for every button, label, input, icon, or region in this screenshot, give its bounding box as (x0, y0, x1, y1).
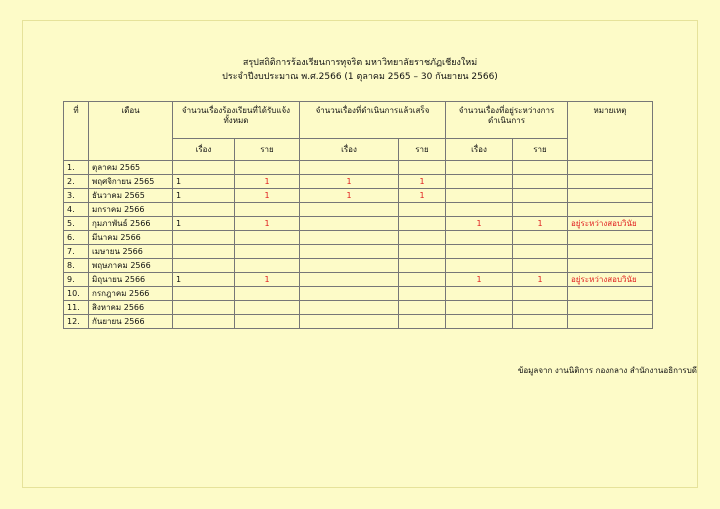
table-row (64, 301, 653, 315)
row-number-cell: 2. (64, 175, 89, 189)
in-progress-case-cell: 1 (446, 273, 513, 287)
in-progress-case-cell (446, 259, 513, 273)
in-progress-item-cell (513, 315, 568, 329)
received-item-cell: 1 (235, 273, 300, 287)
row-number-cell: 7. (64, 245, 89, 259)
in-progress-case-cell (446, 315, 513, 329)
completed-case-cell (300, 259, 399, 273)
in-progress-item-cell (513, 287, 568, 301)
table-body (64, 161, 653, 329)
completed-case-cell (300, 231, 399, 245)
completed-item-cell (399, 315, 446, 329)
subheader-case: เรื่อง (173, 139, 235, 161)
completed-item-cell (399, 287, 446, 301)
in-progress-item-cell (513, 203, 568, 217)
row-number-cell: 9. (64, 273, 89, 287)
received-item-cell (235, 231, 300, 245)
received-case-cell (173, 259, 235, 273)
completed-item-cell (399, 245, 446, 259)
header-remark: หมายเหตุ (568, 102, 653, 161)
in-progress-item-cell (513, 245, 568, 259)
completed-item-cell (399, 203, 446, 217)
row-number-cell: 3. (64, 189, 89, 203)
remark-cell (568, 161, 653, 175)
in-progress-case-cell (446, 287, 513, 301)
in-progress-case-cell (446, 203, 513, 217)
row-number-cell: 5. (64, 217, 89, 231)
row-number-cell: 10. (64, 287, 89, 301)
in-progress-case-cell (446, 161, 513, 175)
remark-cell (568, 231, 653, 245)
completed-case-cell: 1 (300, 189, 399, 203)
completed-item-cell: 1 (399, 175, 446, 189)
received-item-cell: 1 (235, 189, 300, 203)
row-number-cell: 8. (64, 259, 89, 273)
received-item-cell (235, 287, 300, 301)
subheader-item: ราย (399, 139, 446, 161)
document-title: สรุปสถิติการร้องเรียนการทุจริต มหาวิทยาลัยราชภัฏเชียงใหม่ (242, 58, 478, 68)
remark-cell (568, 189, 653, 203)
received-case-cell (173, 315, 235, 329)
received-case-cell: 1 (173, 217, 235, 231)
table-row (64, 231, 653, 245)
month-cell: พฤศจิกายน 2565 (89, 175, 173, 189)
header-received: จำนวนเรื่องร้องเรียนที่ได้รับแจ้งทั้งหมด (173, 102, 300, 139)
table-row (64, 287, 653, 301)
month-cell: มีนาคม 2566 (89, 231, 173, 245)
remark-cell (568, 315, 653, 329)
remark-cell (568, 245, 653, 259)
in-progress-item-cell (513, 259, 568, 273)
remark-cell (568, 259, 653, 273)
row-number-cell: 6. (64, 231, 89, 245)
completed-case-cell (300, 161, 399, 175)
month-cell: กุมภาพันธ์ 2566 (89, 217, 173, 231)
header-completed: จำนวนเรื่องที่ดำเนินการแล้วเสร็จ (300, 102, 446, 139)
month-cell: ธันวาคม 2565 (89, 189, 173, 203)
in-progress-item-cell (513, 301, 568, 315)
in-progress-item-cell: 1 (513, 217, 568, 231)
received-item-cell (235, 301, 300, 315)
completed-item-cell (399, 217, 446, 231)
table-row (64, 189, 653, 203)
row-number-cell: 4. (64, 203, 89, 217)
table-row (64, 217, 653, 231)
completed-item-cell (399, 231, 446, 245)
data-source-note: ข้อมูลจาก งานนิติการ กองกลาง สำนักงานอธิการบดี (517, 366, 697, 375)
in-progress-case-cell: 1 (446, 217, 513, 231)
remark-cell (568, 175, 653, 189)
row-number-cell: 11. (64, 301, 89, 315)
table-row (64, 245, 653, 259)
remark-cell: อยู่ระหว่างสอบวินัย (568, 217, 653, 231)
table-row (64, 315, 653, 329)
in-progress-item-cell (513, 175, 568, 189)
subheader-item: ราย (235, 139, 300, 161)
month-cell: มกราคม 2566 (89, 203, 173, 217)
completed-case-cell (300, 273, 399, 287)
in-progress-item-cell (513, 189, 568, 203)
complaint-statistics-table (63, 101, 653, 329)
document-subtitle: ประจำปีงบประมาณ พ.ศ.2566 (1 ตุลาคม 2565 – 30 กันยายน 2566) (222, 72, 498, 82)
completed-case-cell: 1 (300, 175, 399, 189)
in-progress-case-cell (446, 245, 513, 259)
subheader-item: ราย (513, 139, 568, 161)
received-case-cell (173, 287, 235, 301)
received-item-cell: 1 (235, 175, 300, 189)
in-progress-item-cell (513, 231, 568, 245)
month-cell: กันยายน 2566 (89, 315, 173, 329)
remark-cell: อยู่ระหว่างสอบวินัย (568, 273, 653, 287)
received-item-cell (235, 315, 300, 329)
completed-case-cell (300, 287, 399, 301)
received-case-cell (173, 161, 235, 175)
in-progress-case-cell (446, 231, 513, 245)
in-progress-case-cell (446, 301, 513, 315)
remark-cell (568, 287, 653, 301)
received-case-cell: 1 (173, 175, 235, 189)
completed-case-cell (300, 217, 399, 231)
row-number-cell: 12. (64, 315, 89, 329)
received-case-cell: 1 (173, 189, 235, 203)
received-item-cell (235, 203, 300, 217)
month-cell: มิถุนายน 2566 (89, 273, 173, 287)
month-cell: กรกฎาคม 2566 (89, 287, 173, 301)
received-item-cell: 1 (235, 217, 300, 231)
completed-item-cell (399, 161, 446, 175)
completed-item-cell (399, 301, 446, 315)
in-progress-case-cell (446, 189, 513, 203)
month-cell: ตุลาคม 2565 (89, 161, 173, 175)
remark-cell (568, 301, 653, 315)
remark-cell (568, 203, 653, 217)
received-item-cell (235, 161, 300, 175)
month-cell: สิงหาคม 2566 (89, 301, 173, 315)
completed-case-cell (300, 245, 399, 259)
table-row (64, 161, 653, 175)
completed-case-cell (300, 203, 399, 217)
in-progress-item-cell (513, 161, 568, 175)
received-case-cell (173, 301, 235, 315)
received-item-cell (235, 245, 300, 259)
received-item-cell (235, 259, 300, 273)
in-progress-item-cell: 1 (513, 273, 568, 287)
completed-item-cell: 1 (399, 189, 446, 203)
subheader-case: เรื่อง (446, 139, 513, 161)
row-number-cell: 1. (64, 161, 89, 175)
received-case-cell (173, 231, 235, 245)
table-row (64, 203, 653, 217)
table-row (64, 273, 653, 287)
completed-case-cell (300, 301, 399, 315)
in-progress-case-cell (446, 175, 513, 189)
received-case-cell (173, 203, 235, 217)
header-no: ที่ (64, 102, 89, 161)
received-case-cell: 1 (173, 273, 235, 287)
completed-item-cell (399, 259, 446, 273)
table-row (64, 259, 653, 273)
table-row (64, 175, 653, 189)
received-case-cell (173, 245, 235, 259)
header-month: เดือน (89, 102, 173, 161)
month-cell: พฤษภาคม 2566 (89, 259, 173, 273)
completed-item-cell (399, 273, 446, 287)
month-cell: เมษายน 2566 (89, 245, 173, 259)
subheader-case: เรื่อง (300, 139, 399, 161)
header-in-progress: จำนวนเรื่องที่อยู่ระหว่างการดำเนินการ (446, 102, 568, 139)
completed-case-cell (300, 315, 399, 329)
